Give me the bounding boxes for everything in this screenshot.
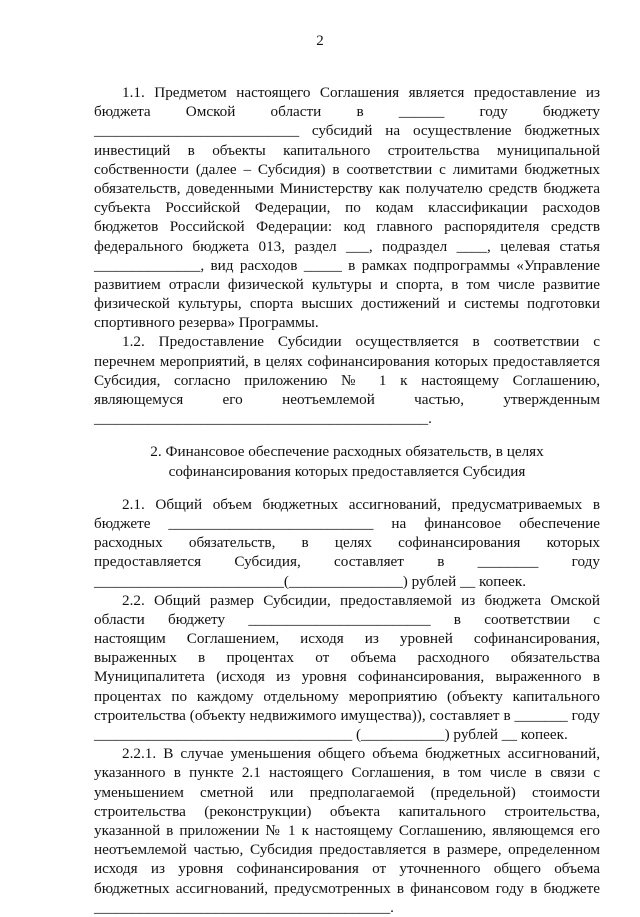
text-line: Субсидия, согласно приложению № 1 к настоящему Соглашению, <box>94 371 600 389</box>
paragraph-2-2 <box>94 591 600 745</box>
text-line: бюджетных ассигнований, предусмотренных в финансовом году в бюджете <box>94 879 600 897</box>
text-line: указанной в приложении № 1 к настоящему Соглашению, являющемся его <box>94 821 600 839</box>
text-line: предоставляется Субсидия, составляет в ________ году <box>94 553 600 571</box>
text-line: физической культуры, спорта высших достижений и системы подготовки <box>94 295 600 313</box>
text-line: являющемуся его неотъемлемой частью, утвержденным <box>94 391 600 408</box>
page-number: 2 <box>316 33 324 49</box>
text-line: развитием отрасли физической культуры и спорта, в том числе развитие <box>94 275 600 293</box>
spacer <box>94 481 600 495</box>
text-line: Муниципалитета (исходя из уровня софинансирования, выраженного в <box>94 668 600 686</box>
text-line: субъекта Российской Федерации, по кодам классификации расходов <box>94 199 600 217</box>
text-line: бюджета Омской области в ______ году бюджету <box>94 103 600 121</box>
text-line: бюджете ___________________________ на финансовое обеспечение <box>94 514 600 532</box>
heading-line: 2. Финансовое обеспечение расходных обязательств, в целях <box>150 443 544 461</box>
text-line: процентах по каждому отдельному мероприятию (объекту капитального <box>94 687 600 705</box>
paragraph-2-2-1 <box>94 744 600 917</box>
text-line: ______________, вид расходов _____ в рамках подпрограммы «Управление <box>94 256 600 274</box>
text-line: перечнем мероприятий, в целях софинансирования которых предоставляется <box>94 352 600 370</box>
text-line: области бюджету ________________________ в соответствии с <box>94 610 600 628</box>
text-line: 2.1. Общий объем бюджетных ассигнований, предусматриваемых в <box>122 495 600 513</box>
text-line: указанного в пункте 2.1 настоящего Соглашения, в том числе в связи с <box>94 764 600 782</box>
text-line: 1.1. Предметом настоящего Соглашения является предоставление из <box>122 84 600 101</box>
text-line: федерального бюджета 013, раздел ___, подраздел ____, целевая статья <box>94 237 600 255</box>
text-line: обязательств, доведенными Министерству как получателю средств бюджета <box>94 179 600 197</box>
document-body <box>94 83 600 917</box>
text-line: спортивного резерва» Программы. <box>94 314 319 332</box>
text-line: строительства (реконструкции) объекта капитального строительства, <box>94 802 600 820</box>
text-line: строительства (объекту недвижимого имущества)), составляет в _______ году <box>94 706 600 724</box>
section-2-heading <box>94 442 600 480</box>
text-line: неотъемлемой частью, Субсидия предоставляется в размере, определенном <box>94 841 600 859</box>
text-line: _______________________________________. <box>94 898 394 916</box>
text-line: выраженных в процентах от объема расходного обязательства <box>94 649 600 667</box>
text-line: расходных обязательств, в целях софинансирования которых <box>94 534 600 552</box>
text-line: исходя из уровня софинансирования от уточненного общего объема <box>94 860 600 878</box>
text-line: бюджетов Российской Федерации: код главного распорядителя средств <box>94 218 600 236</box>
paragraph-2-1 <box>94 495 600 591</box>
heading-line: софинансирования которых предоставляется Субсидия <box>168 462 526 480</box>
paragraph-1-1 <box>94 83 600 332</box>
text-line: _________________________(_______________) рублей __ копеек. <box>94 572 527 590</box>
text-line: 1.2. Предоставление Субсидии осуществляется в соответствии с <box>122 333 600 351</box>
spacer <box>94 428 600 442</box>
text-line: 2.2.1. В случае уменьшения общего объема бюджетных ассигнований, <box>122 745 600 763</box>
paragraph-1-2 <box>94 332 600 428</box>
text-line: ____________________________________________. <box>94 410 432 428</box>
text-line: уменьшением сметной или предполагаемой (предельной) стоимости <box>94 783 600 801</box>
text-line: настоящим Соглашением, исходя из уровней софинансирования, <box>94 630 600 648</box>
text-line: __________________________________ (___________) рублей __ копеек. <box>94 726 568 743</box>
text-line: инвестиций в объекты капитального строительства муниципальной <box>94 141 600 159</box>
text-line: собственности (далее – Субсидия) в соответствии с лимитами бюджетных <box>94 160 600 178</box>
text-line: ___________________________ субсидий на осуществление бюджетных <box>94 122 600 140</box>
text-line: 2.2. Общий размер Субсидии, предоставляемой из бюджета Омской <box>122 591 600 609</box>
